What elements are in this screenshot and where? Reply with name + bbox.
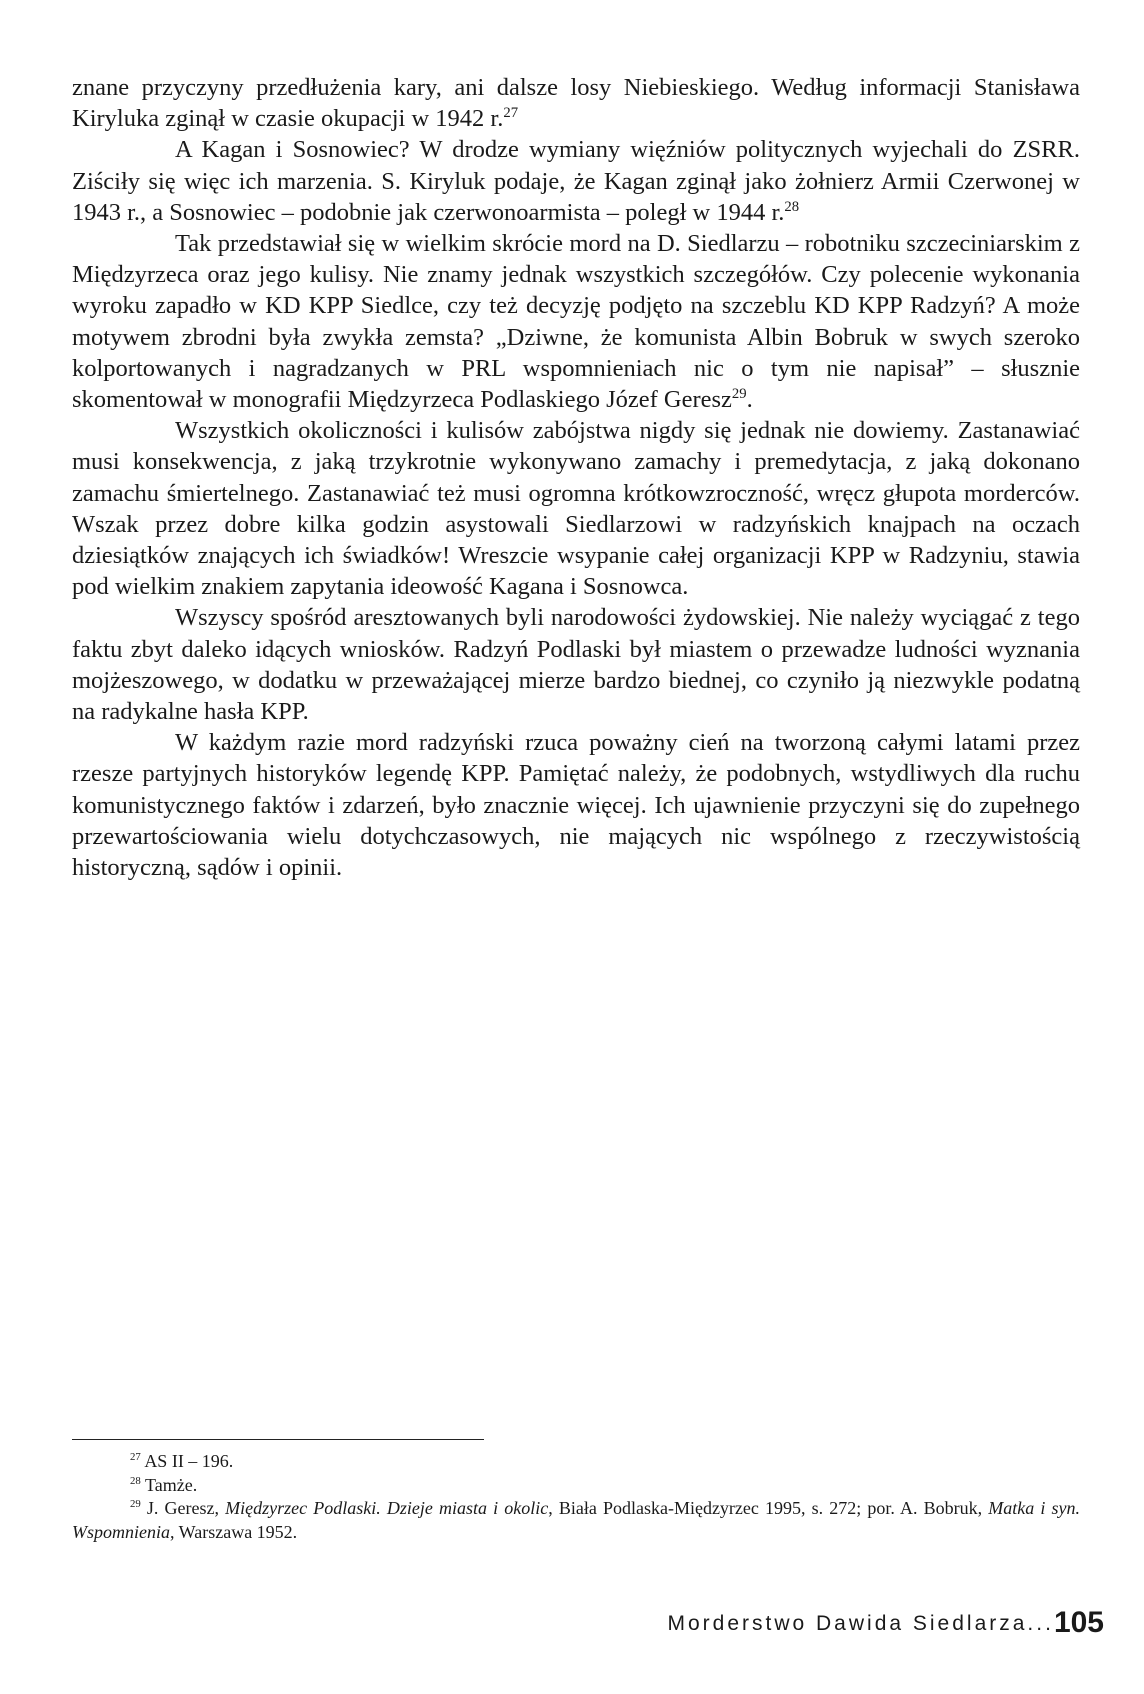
footnote-mark: 27 [130, 1451, 141, 1463]
footnote-28: $^{28}$ Tamże. [130, 1474, 198, 1495]
footnote-29: $^{29}$ J. Geresz, Międzyrzec Podlaski. Dzieje miasta i okolic, Biała Podlaska-Międzyrzec 1995, s. 272; por. A. Bobruk, Matka i syn. Wspomnienia, Warszawa 1952. [72, 1498, 1081, 1542]
page-number: 105 [1053, 1606, 1104, 1639]
cited-title: Matka i syn. Wspomnienia [72, 1498, 1081, 1542]
footnote-27: $^{27}$ AS II – 196. [130, 1451, 234, 1471]
footnote-ref-27: 27 [503, 105, 519, 122]
paragraph-4: Wszystkich okoliczności i kulisów zabójstwa nigdy się jednak nie dowiemy. Zastanawiać musi konsekwencja, z jaką trzykrotnie wykonywano zamachy i premedytacja, z jaką dokonano zamachu śmiertelnego. Zastanawiać też musi ogromna krótkowzroczność, wręcz głupota morderców. Wszak przez dobre kilka godzin asystowali Siedlarzowi w radzyńskich knajpach na oczach dziesiątków znających ich świadków! Wreszcie wsypanie całej organizacji KPP w Radzyniu, stawia pod wielkim znakiem zapytania ideowość Kagana i Sosnowca. [72, 417, 1080, 601]
cited-title: Międzyrzec Podlaski. Dzieje miasta i okolic [225, 1498, 549, 1518]
paragraph-3: Tak przedstawiał się w wielkim skrócie mord na D. Siedlarzu – robotniku szczeciniarskim z Międzyrzeca oraz jego kulisy. Nie znamy jednak wszystkich szczegółów. Czy polecenie wykonania wyroku zapadło w KD KPP Siedlce, czy też decyzję podjęto na szczeblu KD KPP Radzyń? A może motywem zbrodni była zwykła zemsta? „Dziwne, że komunista Albin Bobruk w swych szeroko kolportowanych i nagradzanych w PRL wspomnieniach nic o tym nie napisał” – słusznie skomentował w monografii Międzyrzeca Podlaskiego Józef Geresz$^{29}$. [72, 230, 1080, 414]
paragraph-6: W każdym razie mord radzyński rzuca poważny cień na tworzoną całymi latami przez rzesze partyjnych historyków legendę KPP. Pamiętać należy, że podobnych, wstydliwych dla ruchu komunistycznego faktów i zdarzeń, było znacznie więcej. Ich ujawnienie przyczyni się do zupełnego przewartościowania wielu dotychczasowych, nie mających nic wspólnego z rzeczywistością historyczną, sądów i opinii. [72, 729, 1080, 882]
paragraph-2: A Kagan i Sosnowiec? W drodze wymiany więźniów politycznych wyjechali do ZSRR. Ziściły się więc ich marzenia. S. Kiryluk podaje, że Kagan zginął jako żołnierz Armii Czerwonej w 1943 r., a Sosnowiec – podobnie jak czerwonoarmista – poległ w 1944 r.$^{28}$ [72, 136, 1080, 226]
footnote-mark: 29 [130, 1498, 141, 1510]
running-footer [667, 1606, 1104, 1640]
footnotes [72, 1450, 1080, 1544]
footnote-ref-29: 29 [731, 385, 747, 402]
main-text [72, 72, 1080, 883]
paragraph-5: Wszyscy spośród aresztowanych byli narodowości żydowskiej. Nie należy wyciągać z tego faktu zbyt daleko idących wniosków. Radzyń Podlaski był miastem o przewadze ludności wyznania mojżeszowego, w dodatku w przeważającej mierze bardzo biednej, co czyniło ją niezwykle podatną na radykalne hasła KPP. [72, 604, 1080, 726]
running-title: Morderstwo Dawida Siedlarza... [667, 1612, 1054, 1635]
footnote-ref-28: 28 [784, 198, 800, 215]
paragraph-1: znane przyczyny przedłużenia kary, ani dalsze losy Niebieskiego. Według informacji Stanisława Kiryluka zginął w czasie okupacji w 1942 r.$^{27}$ [72, 74, 1080, 133]
footnote-mark: 28 [130, 1474, 141, 1487]
footnote-separator [72, 1439, 484, 1440]
